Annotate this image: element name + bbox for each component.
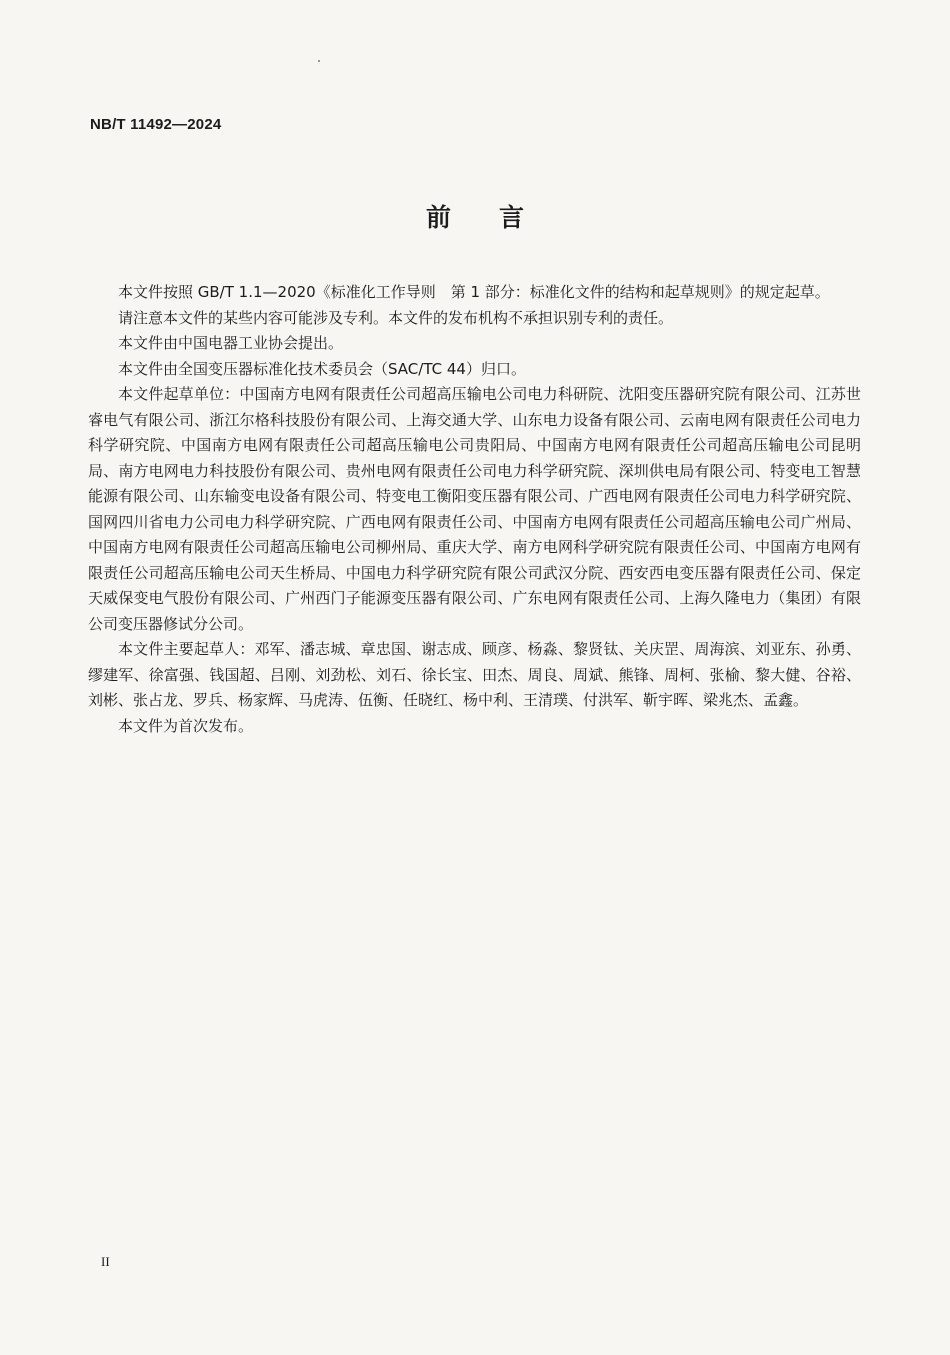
paragraph-drafting-units: 本文件起草单位：中国南方电网有限责任公司超高压输电公司电力科研院、沈阳变压器研究院有限公司、江苏世睿电气有限公司、浙江尔格科技股份有限公司、上海交通大学、山东电力设备有限公司、云南电网有限责任公司电力科学研究院、中国南方电网有限责任公司超高压输电公司贵阳局、中国南方电网有限责任公司超高压输电公司昆明局、南方电网电力科技股份有限公司、贵州电网有限责任公司电力科学研究院、深圳供电局有限公司、特变电工智慧能源有限公司、山东输变电设备有限公司、特变电工衡阳变压器有限公司、广西电网有限责任公司电力科学研究院、国网四川省电力公司电力科学研究院、广西电网有限责任公司、中国南方电网有限责任公司超高压输电公司广州局、中国南方电网有限责任公司超高压输电公司柳州局、重庆大学、南方电网科学研究院有限责任公司、中国南方电网有限责任公司超高压输电公司天生桥局、中国电力科学研究院有限公司武汉分院、西安西电变压器有限责任公司、保定天威保变电气股份有限公司、广州西门子能源变压器有限公司、广东电网有限责任公司、上海久隆电力（集团）有限公司变压器修试分公司。 [88, 385, 861, 633]
foreword-body [88, 280, 861, 739]
paragraph-drafting-rules: 本文件按照 GB/T 1.1—2020《标准化工作导则 第 1 部分：标准化文件的结构和起草规则》的规定起草。 [118, 283, 830, 301]
page-title: 前言 [425, 203, 572, 232]
paragraph-first-release: 本文件为首次发布。 [118, 716, 254, 735]
paragraph-technical-committee: 本文件由全国变压器标准化技术委员会（SAC/TC 44）归口。 [118, 359, 526, 378]
page-number: II [101, 1254, 110, 1269]
paragraph-main-drafters: 本文件主要起草人：邓军、潘志城、章忠国、谢志成、顾彦、杨淼、黎贤钛、关庆罡、周海滨、刘亚东、孙勇、缪建军、徐富强、钱国超、吕刚、刘劲松、刘石、徐长宝、田杰、周良、周斌、熊锋、周柯、张榆、黎大健、谷裕、刘彬、张占龙、罗兵、杨家辉、马虎涛、伍衡、任晓红、杨中利、王清璞、付洪军、靳宇晖、梁兆杰、孟鑫。 [88, 640, 861, 709]
paragraph-patent-notice: 请注意本文件的某些内容可能涉及专利。本文件的发布机构不承担识别专利的责任。 [118, 308, 674, 327]
paragraph-proposer: 本文件由中国电器工业协会提出。 [118, 334, 344, 352]
document-code: NB/T 11492—2024 [90, 116, 222, 133]
scan-speck [318, 60, 320, 62]
